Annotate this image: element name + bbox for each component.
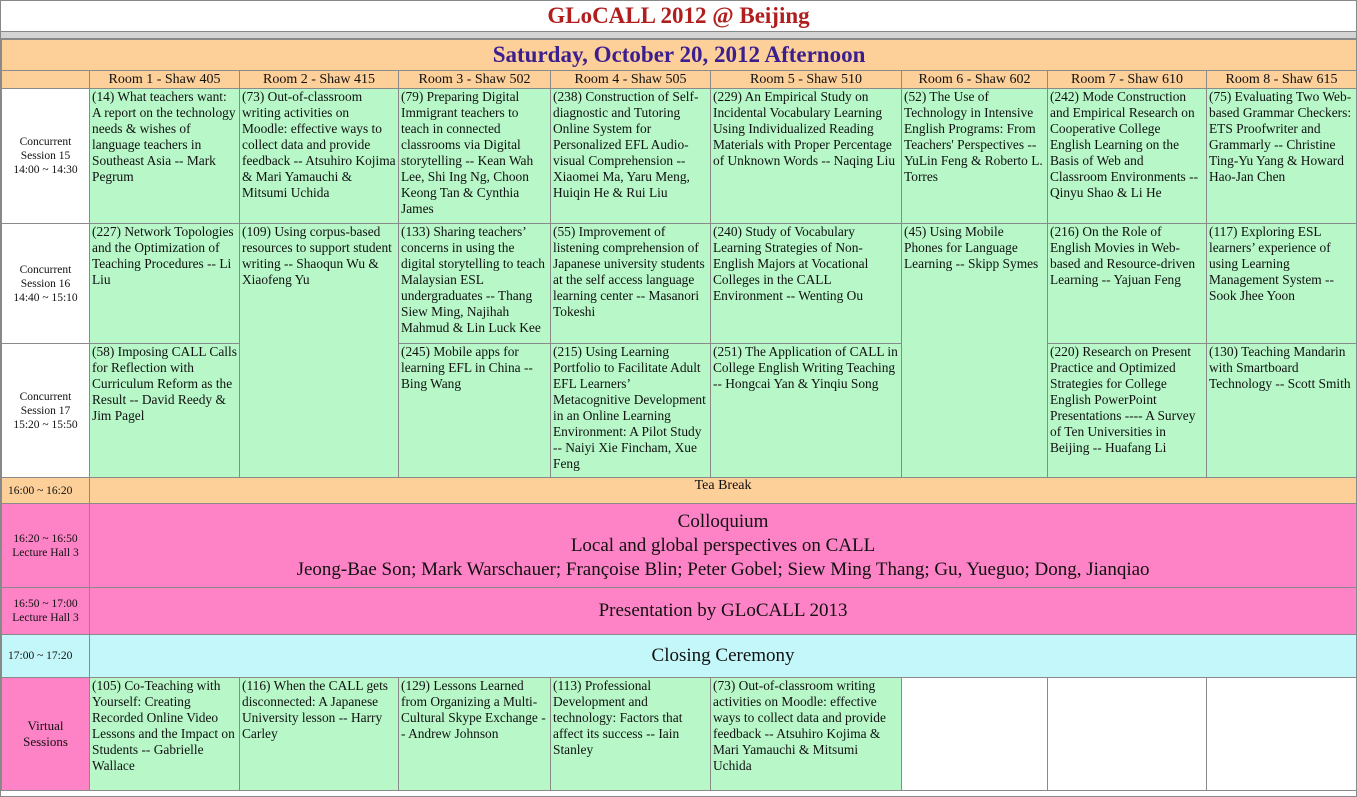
talk-cell: (113) Professional Development and technology: Factors that affect its success -- Iain Stanley bbox=[551, 678, 711, 791]
room-header: Room 1 - Shaw 405 bbox=[90, 71, 240, 89]
presentation-time-cell bbox=[2, 588, 90, 635]
session-17-time-cell bbox=[2, 344, 90, 478]
talk-text: (133) Sharing teachers’ concerns in using the digital storytelling to teach Malaysian ESL undergraduates -- Thang Siew Ming, Najihah Mahmud & Lin Luck Kee bbox=[401, 224, 545, 335]
session-15-row bbox=[2, 89, 1357, 224]
talk-cell: (116) When the CALL gets disconnected: A Japanese University lesson -- Harry Carley bbox=[240, 678, 399, 791]
session-label: Concurrent bbox=[19, 136, 72, 148]
talk-cell: (251) The Application of CALL in College English Writing Teaching -- Hongcai Yan & Yinqiu Song bbox=[711, 344, 902, 478]
colloquium-time: 16:20 ~ 16:50 bbox=[13, 532, 78, 545]
talk-cell: (55) Improvement of listening comprehension of Japanese university students at the self access language learning center -- Masanori Tokeshi bbox=[551, 224, 711, 344]
session-16-time-cell bbox=[2, 224, 90, 344]
talk-cell: (52) The Use of Technology in Intensive English Programs: From Teachers' Perspectives -- YuLin Feng & Roberto L. Torres bbox=[902, 89, 1048, 224]
session-15-time-cell bbox=[2, 89, 90, 224]
colloquium-row bbox=[2, 504, 1357, 588]
talk-cell: (245) Mobile apps for learning EFL in China -- Bing Wang bbox=[399, 344, 551, 478]
session-time: 14:40 ~ 15:10 bbox=[13, 291, 78, 304]
talk-cell: (109) Using corpus-based resources to support student writing -- Shaoqun Wu & Xiaofeng Yu bbox=[240, 224, 399, 478]
divider-bar bbox=[1, 32, 1356, 39]
closing-time: 17:00 ~ 17:20 bbox=[2, 635, 90, 678]
session-16-row bbox=[2, 224, 1357, 344]
virtual-label-2: Sessions bbox=[23, 734, 68, 749]
session-time: 14:00 ~ 14:30 bbox=[13, 164, 78, 176]
room-header: Room 5 - Shaw 510 bbox=[711, 71, 902, 89]
day-heading: Saturday, October 20, 2012 Afternoon bbox=[2, 40, 1357, 71]
closing-label: Closing Ceremony bbox=[90, 635, 1357, 678]
room-header-blank bbox=[2, 71, 90, 89]
talk-cell: (79) Preparing Digital Immigrant teachers to teach in connected classrooms via Digital storytelling -- Kean Wah Lee, Shi Ing Ng, Choon Keong Tan & Cynthia James bbox=[399, 89, 551, 224]
talk-cell: (75) Evaluating Two Web-based Grammar Checkers: ETS Proofwriter and Grammarly -- Christine Ting-Yu Yang & Howard Hao-Jan Chen bbox=[1207, 89, 1357, 224]
virtual-sessions-row bbox=[2, 678, 1357, 791]
room-header: Room 6 - Shaw 602 bbox=[902, 71, 1048, 89]
presentation-place: Lecture Hall 3 bbox=[12, 612, 79, 624]
talk-cell: (14) What teachers want: A report on the technology needs & wishes of language teachers in Southeast Asia -- Mark Pegrum bbox=[90, 89, 240, 224]
talk-cell: (215) Using Learning Portfolio to Facilitate Adult EFL Learners’ Metacognitive Development in an Online Learning Environment: A Pilot Study -- Naiyi Xie Fincham, Xue Feng bbox=[551, 344, 711, 478]
talk-cell: (238) Construction of Self-diagnostic and Tutoring Online System for Personalized EFL Audio-visual Comprehension -- Xiaomei Ma, Yaru Meng, Huiqin He & Rui Liu bbox=[551, 89, 711, 224]
session-time: 15:20 ~ 15:50 bbox=[13, 418, 78, 431]
virtual-sessions-cell bbox=[2, 678, 90, 791]
talk-cell: (45) Using Mobile Phones for Language Learning -- Skipp Symes bbox=[902, 224, 1048, 478]
talk-cell bbox=[399, 224, 551, 344]
colloquium-place: Lecture Hall 3 bbox=[12, 546, 79, 559]
empty-cell bbox=[1207, 678, 1357, 791]
presentation-label: Presentation by GLoCALL 2013 bbox=[90, 588, 1357, 635]
colloquium-title: Colloquium bbox=[677, 510, 769, 532]
presentation-time: 16:50 ~ 17:00 bbox=[13, 598, 78, 610]
colloquium-speakers: Jeong-Bae Son; Mark Warschauer; Françoise Blin; Peter Gobel; Siew Ming Thang; Gu, Yueguo; Dong, Jianqiao bbox=[296, 558, 1150, 580]
session-label: Concurrent bbox=[19, 390, 72, 403]
talk-cell: (227) Network Topologies and the Optimization of Teaching Procedures -- Li Liu bbox=[90, 224, 240, 344]
room-header: Room 3 - Shaw 502 bbox=[399, 71, 551, 89]
talk-cell: (73) Out-of-classroom writing activities on Moodle: effective ways to collect data and provide feedback -- Atsuhiro Kojima & Mari Yamauchi & Mitsumi Uchida bbox=[240, 89, 399, 224]
colloquium-cell bbox=[90, 504, 1357, 588]
empty-cell bbox=[1048, 678, 1207, 791]
talk-cell: (129) Lessons Learned from Organizing a Multi-Cultural Skype Exchange -- Andrew Johnson bbox=[399, 678, 551, 791]
session-17-row bbox=[2, 344, 1357, 478]
empty-cell bbox=[902, 678, 1048, 791]
session-name: Session 16 bbox=[20, 277, 71, 290]
room-header-row bbox=[2, 71, 1357, 89]
session-label: Concurrent bbox=[19, 263, 72, 276]
talk-cell: (216) On the Role of English Movies in Web-based and Resource-driven Learning -- Yajuan Feng bbox=[1048, 224, 1207, 344]
room-header: Room 2 - Shaw 415 bbox=[240, 71, 399, 89]
talk-cell: (242) Mode Construction and Empirical Research on Cooperative College English Learning on the Basis of Web and Classroom Environments -- Qinyu Shao & Li He bbox=[1048, 89, 1207, 224]
session-name: Session 15 bbox=[20, 150, 71, 162]
talk-cell: (73) Out-of-classroom writing activities on Moodle: effective ways to collect data and provide feedback -- Atsuhiro Kojima & Mari Yamauchi & Mitsumi Uchida bbox=[711, 678, 902, 791]
talk-cell: (105) Co-Teaching with Yourself: Creating Recorded Online Video Lessons and the Impact on Students -- Gabrielle Wallace bbox=[90, 678, 240, 791]
closing-row bbox=[2, 635, 1357, 678]
page-title: GLoCALL 2012 @ Beijing bbox=[1, 1, 1356, 32]
room-header: Room 8 - Shaw 615 bbox=[1207, 71, 1357, 89]
schedule-table bbox=[1, 39, 1357, 791]
tea-time: 16:00 ~ 16:20 bbox=[2, 478, 90, 504]
talk-cell: (229) An Empirical Study on Incidental Vocabulary Learning Using Individualized Reading Materials with Proper Percentage of Unknown Words -- Naqing Liu bbox=[711, 89, 902, 224]
talk-cell: (130) Teaching Mandarin with Smartboard Technology -- Scott Smith bbox=[1207, 344, 1357, 478]
talk-cell: (117) Exploring ESL learners’ experience of using Learning Management System -- Sook Jhee Yoon bbox=[1207, 224, 1357, 344]
room-header: Room 7 - Shaw 610 bbox=[1048, 71, 1207, 89]
day-header-row bbox=[2, 40, 1357, 71]
talk-cell: (58) Imposing CALL Calls for Reflection with Curriculum Reform as the Result -- David Reedy & Jim Pagel bbox=[90, 344, 240, 478]
presentation-row bbox=[2, 588, 1357, 635]
talk-cell: (240) Study of Vocabulary Learning Strategies of Non-English Majors at Vocational Colleges in the CALL Environment -- Wenting Ou bbox=[711, 224, 902, 344]
colloquium-topic: Local and global perspectives on CALL bbox=[570, 534, 876, 556]
virtual-label: Virtual bbox=[27, 718, 64, 733]
tea-break-label: Tea Break bbox=[90, 478, 1357, 504]
tea-break-row bbox=[2, 478, 1357, 504]
session-name: Session 17 bbox=[20, 404, 71, 417]
talk-cell: (220) Research on Present Practice and Optimized Strategies for College English PowerPoint Presentations ---- A Survey of Ten Universities in Beijing -- Huafang Li bbox=[1048, 344, 1207, 478]
colloquium-time-cell bbox=[2, 504, 90, 588]
room-header: Room 4 - Shaw 505 bbox=[551, 71, 711, 89]
